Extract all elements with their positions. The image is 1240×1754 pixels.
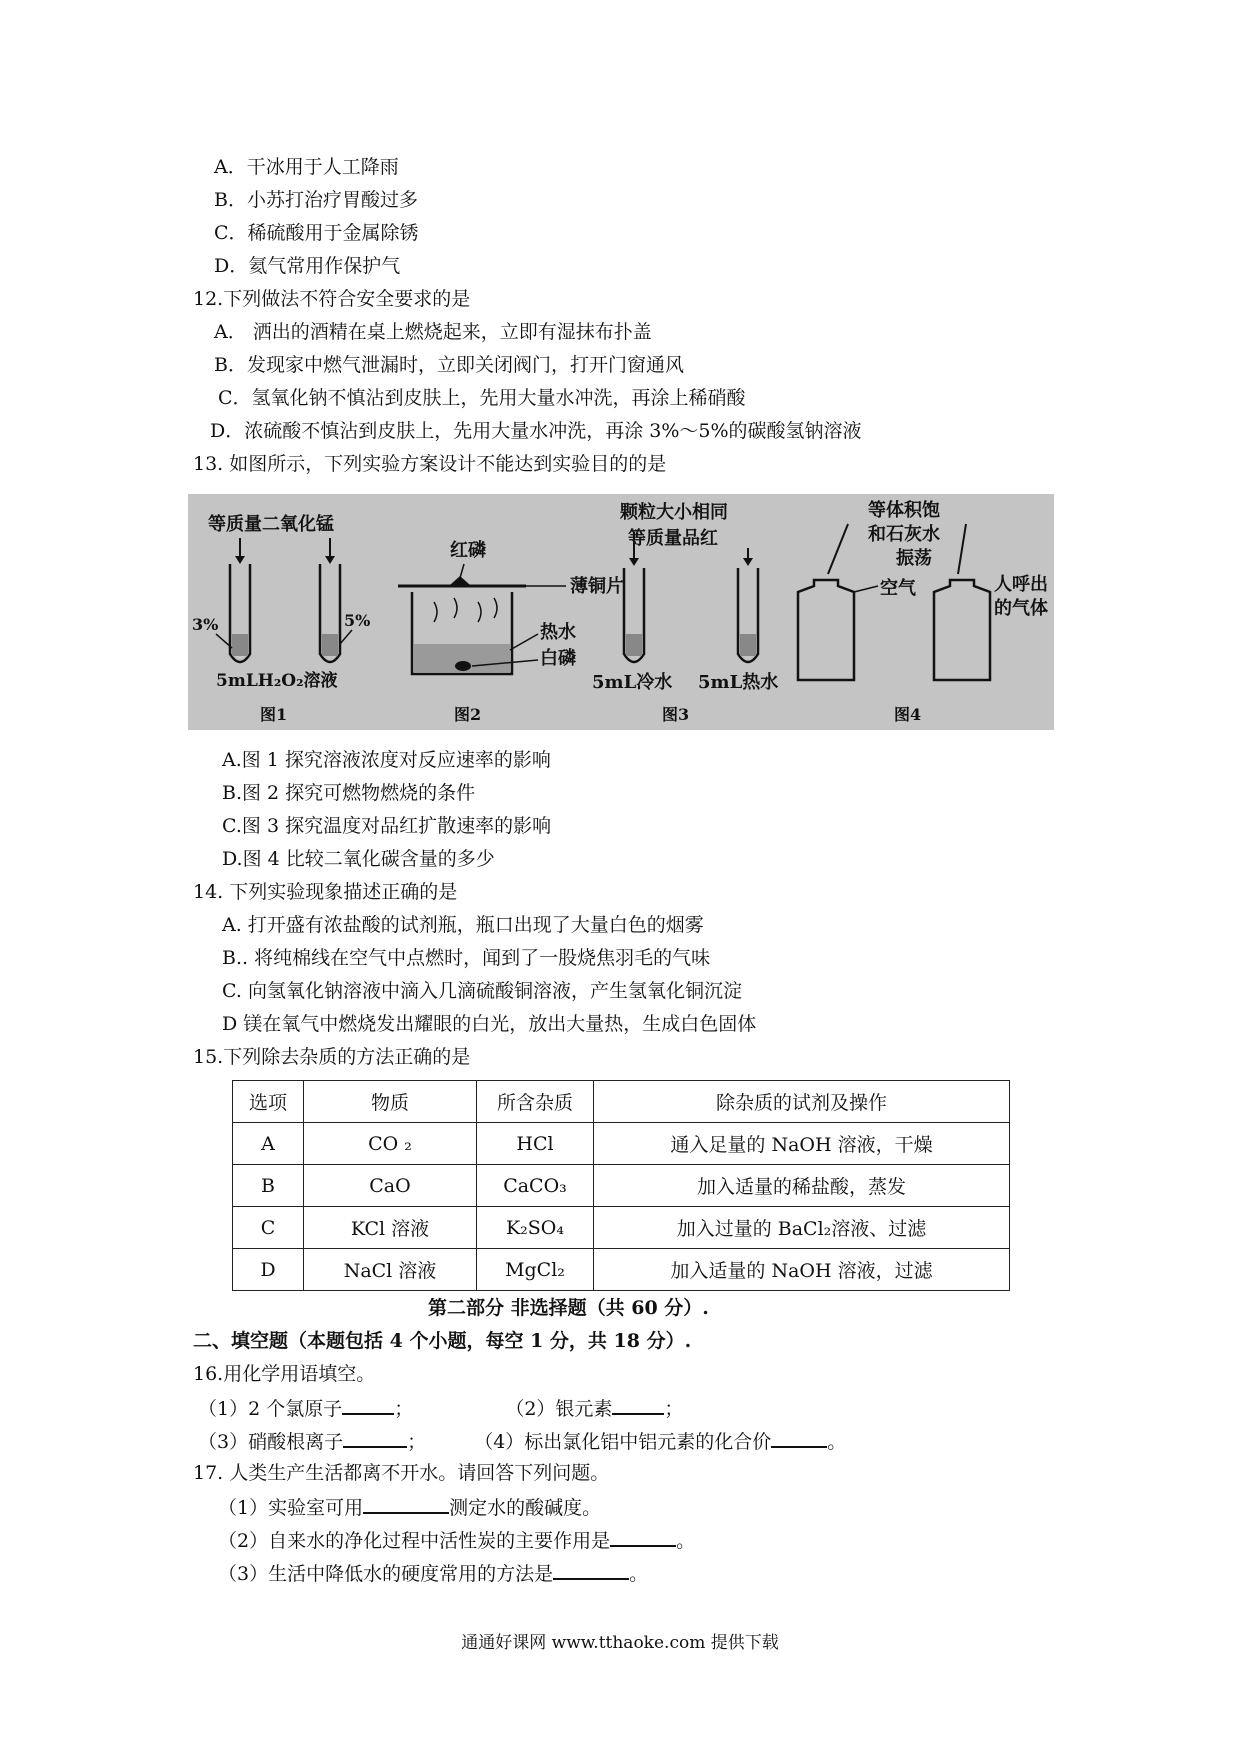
fig1-top-label: 等质量二氧化锰 <box>208 514 334 535</box>
fig3-top-label-1: 颗粒大小相同 <box>620 502 728 523</box>
q14-option-b: B.. 将纯棉线在空气中点燃时，闻到了一股烧焦羽毛的气味 <box>222 947 711 969</box>
cell: B <box>233 1165 304 1207</box>
q16-item-2: （2）银元素 <box>505 1398 613 1420</box>
q11-option-c: C．稀硫酸用于金属除锈 <box>214 222 419 244</box>
cell: NaCl 溶液 <box>304 1249 477 1291</box>
q17-item-3-text: （3）生活中降低水的硬度常用的方法是 <box>218 1563 554 1585</box>
q17-row-2 <box>218 1527 695 1553</box>
q16-blank-2[interactable] <box>612 1395 664 1415</box>
q14-stem: 14. 下列实验现象描述正确的是 <box>193 881 458 903</box>
fig4-air-label: 空气 <box>880 578 916 599</box>
q12-stem: 12.下列做法不符合安全要求的是 <box>193 288 471 310</box>
cell: K₂SO₄ <box>477 1207 594 1249</box>
q13-option-c: C.图 3 探究温度对品红扩散速率的影响 <box>222 815 552 837</box>
cell: CO ₂ <box>304 1123 477 1165</box>
q17-item-2-text: （2）自来水的净化过程中活性炭的主要作用是 <box>218 1530 611 1552</box>
q11-option-b: B．小苏打治疗胃酸过多 <box>214 189 418 211</box>
q16-sep-1: ； <box>394 1398 414 1420</box>
q16-item-3: （3）硝酸根离子 <box>198 1431 344 1453</box>
cell: 加入适量的 NaOH 溶液，过滤 <box>594 1249 1010 1291</box>
q13-stem: 13. 如图所示，下列实验方案设计不能达到实验目的的是 <box>193 453 667 475</box>
header-method: 除杂质的试剂及操作 <box>594 1081 1010 1123</box>
fig4-breath-label-2: 的气体 <box>994 598 1048 619</box>
cell: HCl <box>477 1123 594 1165</box>
q13-option-a: A.图 1 探究溶液浓度对反应速率的影响 <box>222 749 551 771</box>
fig4-breath-label-1: 人呼出 <box>994 574 1048 595</box>
fig4-caption: 图4 <box>894 705 922 724</box>
q15-stem: 15.下列除去杂质的方法正确的是 <box>193 1046 471 1068</box>
fig1-caption: 图1 <box>260 705 288 724</box>
impurity-table <box>232 1080 1010 1291</box>
fig3-cold-water-label: 5mL冷水 <box>592 672 673 693</box>
table-row <box>233 1249 1010 1291</box>
q16-sep-3: ； <box>407 1431 427 1453</box>
fig3-hot-water-label: 5mL热水 <box>698 672 779 693</box>
q17-row-3 <box>218 1560 648 1586</box>
fig2-white-phosphorus-label: 白磷 <box>540 648 576 669</box>
q12-option-b: B．发现家中燃气泄漏时，立即关闭阀门，打开门窗通风 <box>214 354 684 376</box>
fig3-caption: 图3 <box>662 705 690 724</box>
q16-sep-2: ； <box>664 1398 684 1420</box>
fig4-top-label-2: 和石灰水 <box>868 524 940 545</box>
cell: 加入适量的稀盐酸，蒸发 <box>594 1165 1010 1207</box>
fig2-red-phosphorus-label: 红磷 <box>450 540 486 561</box>
q11-option-a: A．干冰用于人工降雨 <box>214 156 399 178</box>
table-row <box>233 1123 1010 1165</box>
q17-item-1-text: （1）实验室可用 <box>218 1497 364 1519</box>
q16-sep-4: 。 <box>827 1431 847 1453</box>
cell: CaO <box>304 1165 477 1207</box>
cell: D <box>233 1249 304 1291</box>
q17-blank-1[interactable] <box>363 1494 449 1514</box>
table-row <box>233 1207 1010 1249</box>
fig1-bottom-label: 5mLH₂O₂溶液 <box>216 671 338 691</box>
section2-title: 二、填空题（本题包括 4 个小题，每空 1 分，共 18 分）. <box>193 1330 692 1352</box>
part2-title: 第二部分 非选择题（共 60 分）. <box>428 1297 709 1319</box>
page-footer: 通通好课网 www.tthaoke.com 提供下载 <box>461 1633 779 1653</box>
q14-option-c: C. 向氢氧化钠溶液中滴入几滴硫酸铜溶液，产生氢氧化铜沉淀 <box>222 980 742 1002</box>
cell: MgCl₂ <box>477 1249 594 1291</box>
q16-blank-4[interactable] <box>771 1428 827 1448</box>
q12-option-d: D．浓硫酸不慎沾到皮肤上，先用大量水冲洗，再涂 3%～5%的碳酸氢钠溶液 <box>210 420 862 442</box>
q17-row-1 <box>218 1494 601 1520</box>
q16-row-1 <box>198 1395 683 1421</box>
fig2-hot-water-label: 热水 <box>540 622 576 643</box>
q12-option-a: A． 洒出的酒精在桌上燃烧起来，立即有湿抹布扑盖 <box>214 321 652 343</box>
q17-blank-3[interactable] <box>553 1560 629 1580</box>
fig4-top-label-3: 振荡 <box>896 548 932 569</box>
fig4-top-label-1: 等体积饱 <box>868 500 940 521</box>
q16-blank-3[interactable] <box>343 1428 407 1448</box>
q12-option-c: C．氢氧化钠不慎沾到皮肤上，先用大量水冲洗，再涂上稀硝酸 <box>218 387 746 409</box>
fig1-right-percent: 5% <box>344 611 371 630</box>
q11-option-d: D．氦气常用作保护气 <box>214 255 401 277</box>
q17-blank-2[interactable] <box>610 1527 676 1547</box>
q16-blank-1[interactable] <box>342 1395 394 1415</box>
cell: A <box>233 1123 304 1165</box>
q14-option-d: D 镁在氧气中燃烧发出耀眼的白光，放出大量热，生成白色固体 <box>222 1013 757 1035</box>
cell: KCl 溶液 <box>304 1207 477 1249</box>
cell: 加入过量的 BaCl₂溶液、过滤 <box>594 1207 1010 1249</box>
fig1-left-percent: 3% <box>192 615 219 634</box>
q17-stem: 17. 人类生产生活都离不开水。请回答下列问题。 <box>193 1462 610 1484</box>
header-option: 选项 <box>233 1081 304 1123</box>
header-substance: 物质 <box>304 1081 477 1123</box>
cell: CaCO₃ <box>477 1165 594 1207</box>
fig2-caption: 图2 <box>454 705 482 724</box>
fig3-top-label-2: 等质量品红 <box>628 528 718 549</box>
q17-item-3-tail: 。 <box>629 1563 649 1585</box>
q16-row-2 <box>198 1428 846 1454</box>
table-row <box>233 1165 1010 1207</box>
q16-stem: 16.用化学用语填空。 <box>193 1363 376 1385</box>
table-header-row <box>233 1081 1010 1123</box>
q16-item-4: （4）标出氯化铝中铝元素的化合价 <box>474 1431 772 1453</box>
q17-item-1-tail: 测定水的酸碱度。 <box>449 1497 602 1519</box>
experiment-figure <box>188 494 1054 730</box>
q14-option-a: A. 打开盛有浓盐酸的试剂瓶，瓶口出现了大量白色的烟雾 <box>222 914 704 936</box>
q17-item-2-tail: 。 <box>676 1530 696 1552</box>
cell: C <box>233 1207 304 1249</box>
fig2-copper-label: 薄铜片 <box>570 576 624 597</box>
q13-option-b: B.图 2 探究可燃物燃烧的条件 <box>222 782 476 804</box>
cell: 通入足量的 NaOH 溶液，干燥 <box>594 1123 1010 1165</box>
q13-option-d: D.图 4 比较二氧化碳含量的多少 <box>222 848 495 870</box>
header-impurity: 所含杂质 <box>477 1081 594 1123</box>
q16-item-1: （1）2 个氯原子 <box>198 1398 343 1420</box>
